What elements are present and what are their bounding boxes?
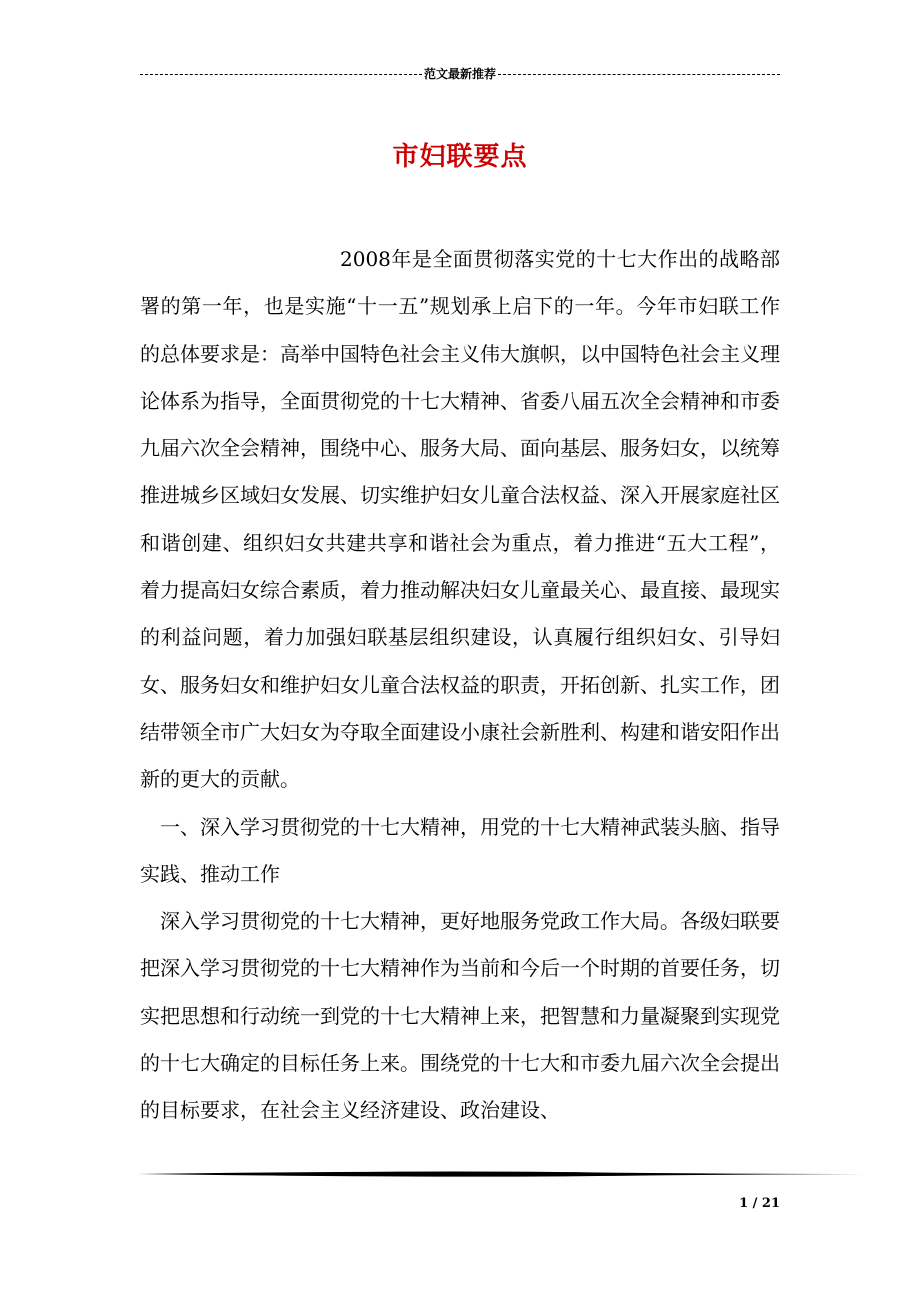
paragraph-section-1: 深入学习贯彻党的十七大精神，更好地服务党政工作大局。各级妇联要把深入学习贯彻党的十七大精神作为当前和今后一个时期的首要任务，切实把思想和行动统一到党的十七大精神上来，把智慧和力量凝聚到实现党的十七大确定的目标任务上来。围绕党的十七大和市委九届六次全会提出的目标要求，在社会主义经济建设、政治建设、 xyxy=(140,909,780,1123)
header-label: 范文最新推荐 xyxy=(424,67,497,81)
document-title: 市妇联要点 xyxy=(392,142,528,173)
header-dash-left xyxy=(140,74,422,75)
page-header xyxy=(140,66,780,82)
paragraph-intro: 2008年是全面贯彻落实党的十七大作出的战略部署的第一年，也是实施“十一五”规划承上启下的一年。今年市妇联工作的总体要求是：高举中国特色社会主义伟大旗帜，以中国特色社会主义理论体系为指导，全面贯彻党的十七大精神、省委八届五次全会精神和市委九届六次全会精神，围绕中心、服务大局、面向基层、服务妇女，以统筹推进城乡区域妇女发展、切实维护妇女儿童合法权益、深入开展家庭社区和谐创建、组织妇女共建共享和谐社会为重点，着力推进“五大工程”，着力提高妇女综合素质，着力推动解决妇女儿童最关心、最直接、最现实的利益问题，着力加强妇联基层组织建设，认真履行组织妇女、引导妇女、服务妇女和维护妇女儿童合法权益的职责，开拓创新、扎实工作，团结带领全市广大妇女为夺取全面建设小康社会新胜利、构建和谐安阳作出新的更大的贡献。 xyxy=(140,247,780,792)
page-number: 1 / 21 xyxy=(739,1196,780,1211)
header-dash-right xyxy=(498,74,780,75)
document-body xyxy=(140,236,780,1135)
section-heading-1: 一、深入学习贯彻党的十七大精神，用党的十七大精神武装头脑、指导实践、推动工作 xyxy=(140,814,780,886)
footer-divider xyxy=(138,1170,864,1178)
